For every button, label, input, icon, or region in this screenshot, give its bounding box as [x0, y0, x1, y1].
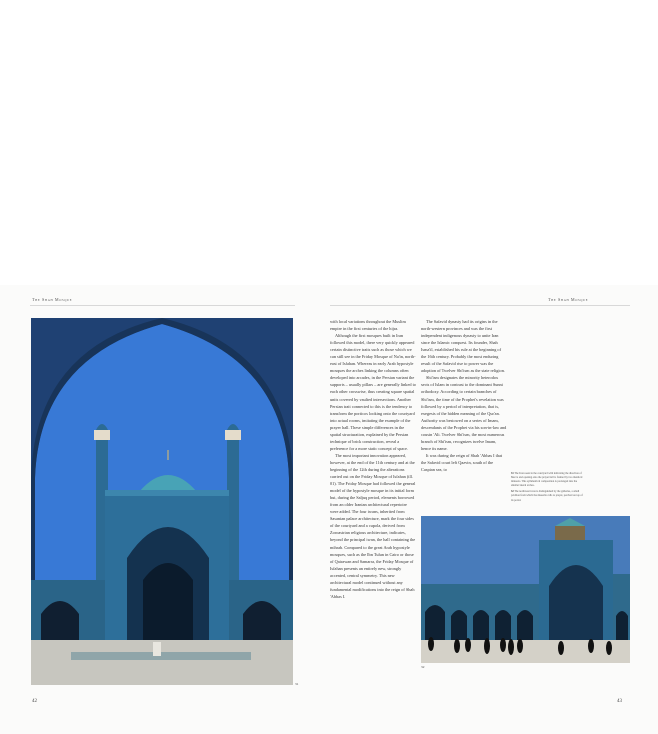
page-number-right: 43 [617, 699, 622, 704]
paragraph: It was during the reign of Shah 'Abbas I that the Safavid court left Qazvin, south of the Caspian sea, to [421, 452, 503, 472]
text-column-a [330, 318, 416, 600]
caption-number: 31 [511, 472, 514, 475]
running-head-right: The Shah Mosque [548, 297, 589, 302]
paragraph: Although the first mosques built in Iran followed this model, there very quickly appeared certain distinctive traits such as those which we can still see in the Friday Mosque of Na'in, north-east of Isfahan. Whereas in early Arab hypostyle mosques the arches linking the columns often developed into arcades, in the Persian variant the supports – usually pillars – are generally linked to each other crosswise, thus creating square spatial units covered by vaulted intersections. Another Persian trait connected to this is the tendency to transform the porticos looking onto the courtyard into actual rooms, imitating the example of the prayer hall. These simple differences in the spatial structuration, explained by the Persian technique of brick construction, reveal a preference for a more static concept of space. [330, 333, 416, 451]
caption-number: 32 [511, 490, 514, 494]
figure-number-left: 31 [295, 682, 299, 686]
page-number-left: 42 [32, 699, 37, 704]
header-rule-left [30, 305, 295, 306]
paragraph: Shi'ism designates the minority heterodox sects of Islam in contrast to the dominant Sunni orthodoxy. According to certain branches of Shi'ism, the time of the Prophet's revelation was followed by a period of interpretation, that is, exegesis of the hidden meaning of the Qur'an. Authority was bestowed on a series of Imam, descendants of the Prophet via his son-in-law and cousin 'Ali. Twelver Shi'ism, the most numerous branch of Shi'ism, recognizes twelve Imam, hence its name. [421, 375, 507, 451]
caption-text: The Iwan seen in the courtyard with indicating the direction of Mecca and opening onto the prayer hall is framed by two identical minarets. This symmetrical composition is prolonged into the smaller lateral arches. [511, 472, 583, 488]
caption-text: The northwest iwan is distinguished by the galleries, a small pavilion from which the muezzin calls to prayer, perched on top of its portal. [511, 490, 583, 502]
running-head-left: The Shah Mosque [32, 297, 73, 302]
paragraph: The Safavid dynasty had its origins in the north-western provinces and was the first independent indigenous dynasty to unite Iran since the Islamic conquest. Its founder, Shah Isma'il, established his rule at the beginning of the 16th century. Probably the most enduring result of the Safavid rise to power was the adoption of Twelver Shi'ism as the state religion. [421, 319, 505, 374]
header-rule-right [330, 305, 630, 306]
figure-number-right: 32 [421, 665, 425, 669]
caption [511, 490, 583, 502]
text-column-b [421, 318, 507, 473]
photo-courtyard-iwan [421, 516, 630, 663]
paragraph: with local variations throughout the Muslim empire in the first centuries of the hijra. [330, 319, 406, 332]
caption-block [511, 472, 583, 505]
caption [511, 472, 583, 488]
paragraph: The most important innovation appeared, however, at the end of the 11th century and at the beginning of the 12th during the alterations carried out on the Friday Mosque of Isfahan (ill. 01). The Friday Mosque had followed the general model of the hypostyle mosque in its initial form but, during the Saljuq period, elements borrowed from an older Iranian architectural repertoire were added. The four iwans, inherited from Sasanian palace architecture, mark the four sides of the courtyard and a cupola, derived from Zoroastrian religious architecture, indicates, beyond the principal iwan, the hall containing the mihrab. Compared to the great Arab hypostyle mosques, such as the Ibn Tulun in Cairo or those of Qairawan and Samarra, the Friday Mosque of Isfahan presents an entirely new, strongly accented, central symmetry. This new architectural model continued without any fundamental modifications into the reign of Shah 'Abbas I. [330, 452, 416, 599]
photo-iwan-with-minarets [31, 318, 293, 685]
